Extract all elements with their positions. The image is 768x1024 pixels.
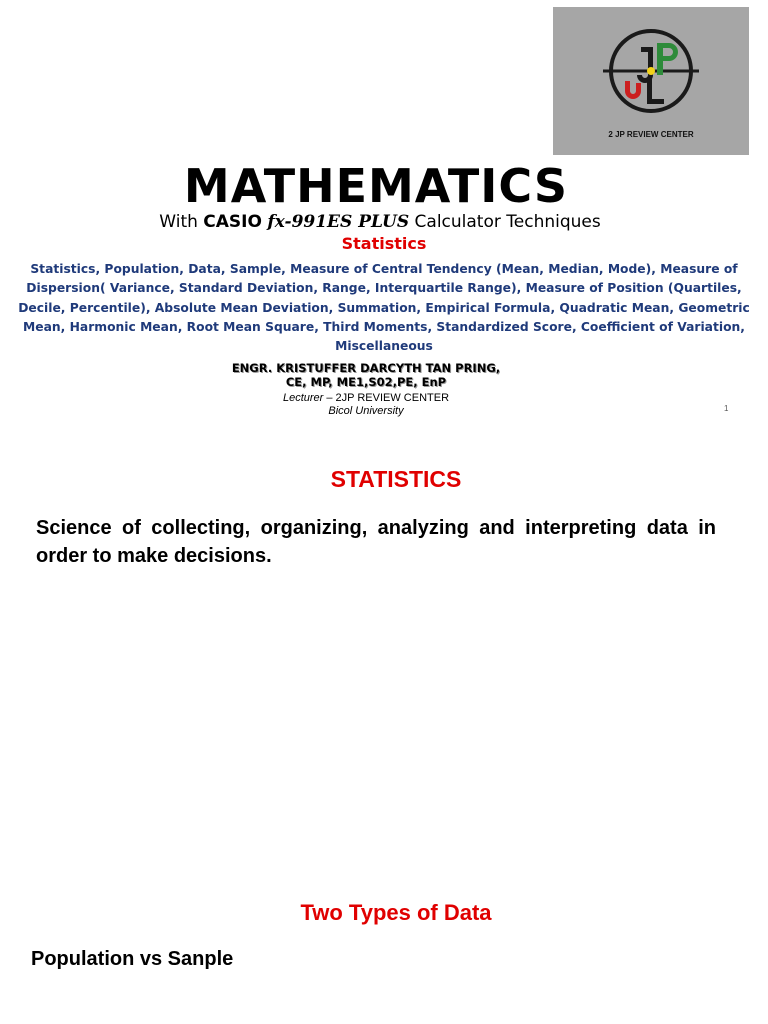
cover-title: MATHEMATICS bbox=[183, 159, 569, 213]
cover-subtitle bbox=[0, 210, 760, 234]
section-heading-types-of-data: Two Types of Data bbox=[300, 900, 492, 925]
population-vs-sample-subheading: Population vs Sanple bbox=[31, 948, 234, 970]
statistics-definition: Science of collecting, organizing, analyzing and interpreting data in order to make decisions. bbox=[36, 517, 716, 567]
subtitle-model: fx-991ES PLUS bbox=[267, 212, 410, 232]
topic-list: Statistics, Population, Data, Sample, Measure of Central Tendency (Mean, Median, Mode), Measure of Dispersion( Variance, Standard Deviation, Range, Interquartile Range), Measure of Position (Quartiles, Decile, Percentile), Absolute Mean Deviation, Summation, Empirical Formula, Quadratic Mean, Geometric Mean, Harmonic Mean, Root Mean Square, Third Moments, Standardized Score, Coefficient of Variation, Miscellaneous bbox=[18, 262, 750, 354]
page-number: 1 bbox=[724, 404, 729, 413]
university: Bicol University bbox=[328, 405, 404, 417]
review-center-logo-icon bbox=[603, 23, 699, 123]
role-line bbox=[0, 392, 732, 405]
section-heading-statistics: STATISTICS bbox=[330, 466, 462, 492]
author-block bbox=[0, 361, 732, 389]
subtitle-with: With bbox=[159, 212, 198, 232]
logo-panel bbox=[553, 7, 749, 155]
author-name: ENGR. KRISTUFFER DARCYTH TAN PRING, bbox=[231, 361, 501, 375]
author-credentials: CE, MP, ME1,S02,PE, EnP bbox=[285, 375, 447, 389]
subtitle-brand: CASIO bbox=[203, 212, 262, 232]
subtitle-rest: Calculator Techniques bbox=[414, 212, 601, 232]
role-block bbox=[0, 392, 732, 418]
logo-caption: 2 JP REVIEW CENTER bbox=[608, 130, 694, 139]
role-org: – 2JP REVIEW CENTER bbox=[323, 392, 450, 404]
cover-topic: Statistics bbox=[341, 234, 427, 253]
role-title: Lecturer bbox=[282, 392, 324, 404]
